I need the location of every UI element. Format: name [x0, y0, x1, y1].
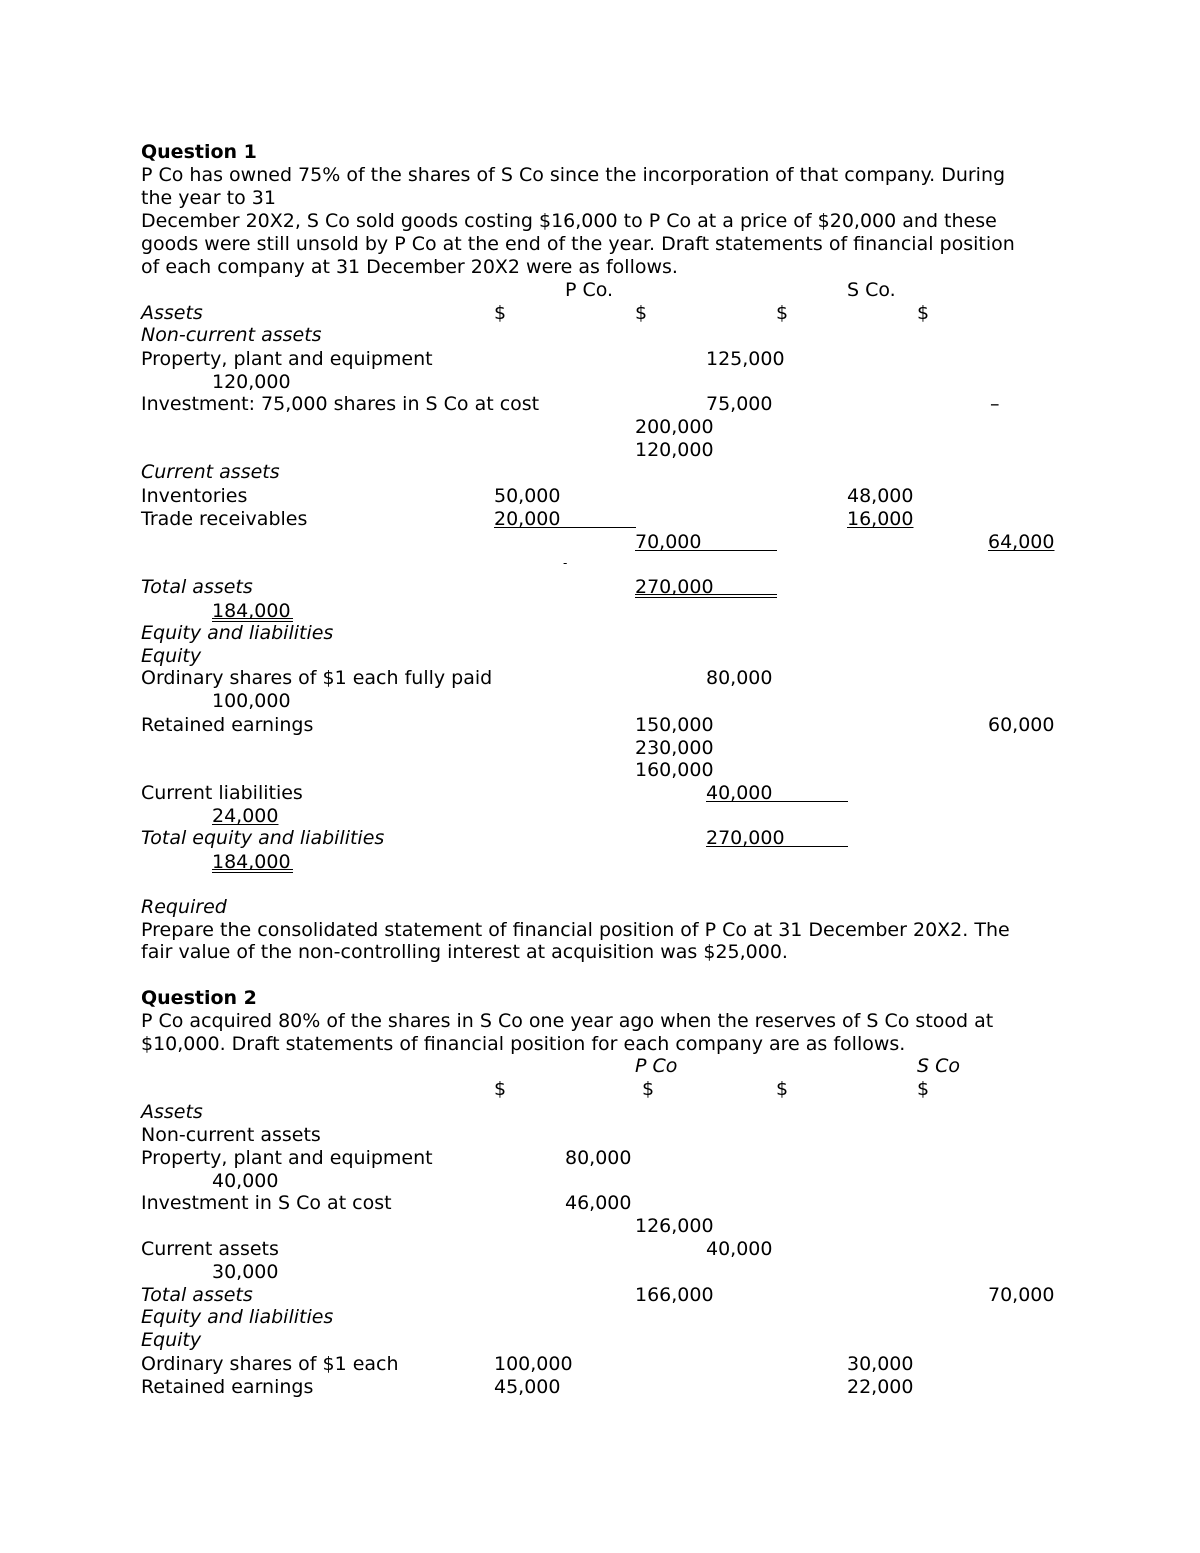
q1-total-assets-label: Total assets [141, 576, 253, 598]
q2-shares-p: 100,000 [494, 1353, 573, 1375]
q1-assets-label: Assets [141, 302, 203, 324]
q1-ca-label: Current assets [141, 461, 280, 483]
q1-ca-total-p-underline [635, 550, 777, 551]
q2-ca-s: 30,000 [212, 1261, 279, 1283]
q1-shares-s: 100,000 [212, 690, 291, 712]
q1-inventories-p: 50,000 [494, 485, 561, 507]
q2-ppe-label: Property, plant and equipment [141, 1147, 433, 1169]
q2-total-assets-label: Total assets [141, 1284, 253, 1306]
q2-ppe-s: 40,000 [212, 1170, 279, 1192]
q1-intro-line-5: of each company at 31 December 20X2 were as follows. [141, 256, 678, 278]
q1-re-label: Retained earnings [141, 714, 314, 736]
q2-shares-s: 30,000 [847, 1353, 914, 1375]
q2-assets-label: Assets [141, 1101, 203, 1123]
q1-stray-mark: - [563, 556, 568, 570]
q1-tel-label: Total equity and liabilities [141, 827, 385, 849]
q2-shares-label: Ordinary shares of $1 each [141, 1353, 399, 1375]
q1-cl-p-underline [706, 801, 848, 802]
q2-dollar-2: $ [642, 1078, 655, 1100]
q1-shares-p: 80,000 [706, 667, 773, 689]
q1-dollar-2: $ [635, 302, 648, 324]
q1-re-p: 150,000 [635, 714, 714, 736]
q1-re-s: 60,000 [988, 714, 1055, 736]
q1-shares-label: Ordinary shares of $1 each fully paid [141, 667, 493, 689]
q1-col-header-p: P Co. [565, 279, 614, 301]
q1-dollar-4: $ [917, 302, 930, 324]
q1-equity-label: Equity [141, 645, 202, 667]
q1-ca-total-p: 70,000 [635, 531, 702, 553]
q1-intro-line-2: the year to 31 [141, 187, 276, 209]
q2-total-assets-s: 70,000 [988, 1284, 1055, 1306]
q1-investment-label: Investment: 75,000 shares in S Co at cost [141, 393, 540, 415]
q1-receivables-label: Trade receivables [141, 508, 308, 530]
q2-ppe-p: 80,000 [565, 1147, 632, 1169]
q1-equity-total-p: 230,000 [635, 737, 714, 759]
q1-cl-label: Current liabilities [141, 782, 303, 804]
q2-re-label: Retained earnings [141, 1376, 314, 1398]
q1-ppe-s: 120,000 [212, 371, 291, 393]
q2-ca-p: 40,000 [706, 1238, 773, 1260]
q1-equity-total-s: 160,000 [635, 759, 714, 781]
q2-dollar-3: $ [776, 1078, 789, 1100]
q2-intro-line-2: $10,000. Draft statements of financial position for each company are as follows. [141, 1033, 906, 1055]
q1-cl-s: 24,000 [212, 805, 279, 827]
q1-receivables-s: 16,000 [847, 508, 914, 530]
q2-equity-label: Equity [141, 1329, 202, 1351]
q1-required-line-2: fair value of the non-controlling interest at acquisition was $25,000. [141, 941, 788, 963]
q2-total-assets-p: 166,000 [635, 1284, 714, 1306]
q1-investment-s: – [990, 393, 1000, 415]
q1-total-assets-p: 270,000 [635, 576, 714, 598]
q1-nca-total-p: 200,000 [635, 416, 714, 438]
q2-col-header-s: S Co [917, 1055, 960, 1077]
q1-tel-s: 184,000 [212, 851, 291, 873]
q1-nca-label: Non-current assets [141, 324, 322, 346]
q1-ppe-p: 125,000 [706, 348, 785, 370]
q1-tel-p: 270,000 [706, 827, 785, 849]
q2-re-p: 45,000 [494, 1376, 561, 1398]
q1-nca-total-s: 120,000 [635, 439, 714, 461]
q2-intro-line-1: P Co acquired 80% of the shares in S Co one year ago when the reserves of S Co stood at [141, 1010, 994, 1032]
q1-cl-p: 40,000 [706, 782, 773, 804]
q1-intro-line-1: P Co has owned 75% of the shares of S Co since the incorporation of that company. During [141, 164, 1006, 186]
q1-dollar-1: $ [494, 302, 507, 324]
q1-dollar-3: $ [776, 302, 789, 324]
q1-ca-total-s: 64,000 [988, 531, 1055, 553]
q1-inventories-label: Inventories [141, 485, 248, 507]
q1-col-header-s: S Co. [847, 279, 896, 301]
q1-tel-s-double-underline [212, 869, 293, 873]
q2-eql-label: Equity and liabilities [141, 1306, 334, 1328]
q1-tel-p-underline [706, 846, 848, 847]
question-2-heading: Question 2 [141, 987, 257, 1009]
q1-required-label: Required [141, 896, 227, 918]
q2-dollar-4: $ [917, 1078, 930, 1100]
q1-eql-label: Equity and liabilities [141, 622, 334, 644]
q1-investment-p: 75,000 [706, 393, 773, 415]
q2-investment-label: Investment in S Co at cost [141, 1192, 392, 1214]
q2-dollar-1: $ [494, 1078, 507, 1100]
q2-ca-label: Current assets [141, 1238, 279, 1260]
q1-intro-line-3: December 20X2, S Co sold goods costing $16,000 to P Co at a price of $20,000 and these [141, 210, 997, 232]
q2-re-s: 22,000 [847, 1376, 914, 1398]
q1-required-line-1: Prepare the consolidated statement of financial position of P Co at 31 December 20X2. The [141, 919, 1010, 941]
q1-inventories-s: 48,000 [847, 485, 914, 507]
q2-nca-total-p: 126,000 [635, 1215, 714, 1237]
q1-ppe-label: Property, plant and equipment [141, 348, 433, 370]
q1-total-assets-p-double-underline [635, 594, 777, 598]
q2-investment-p: 46,000 [565, 1192, 632, 1214]
q1-intro-line-4: goods were still unsold by P Co at the end of the year. Draft statements of financial position [141, 233, 1015, 255]
q1-total-assets-s: 184,000 [212, 600, 291, 622]
q2-col-header-p: P Co [635, 1055, 678, 1077]
question-1-heading: Question 1 [141, 141, 257, 163]
q2-nca-label: Non-current assets [141, 1124, 321, 1146]
q1-receivables-p-underline [494, 527, 636, 528]
q1-receivables-p: 20,000 [494, 508, 561, 530]
